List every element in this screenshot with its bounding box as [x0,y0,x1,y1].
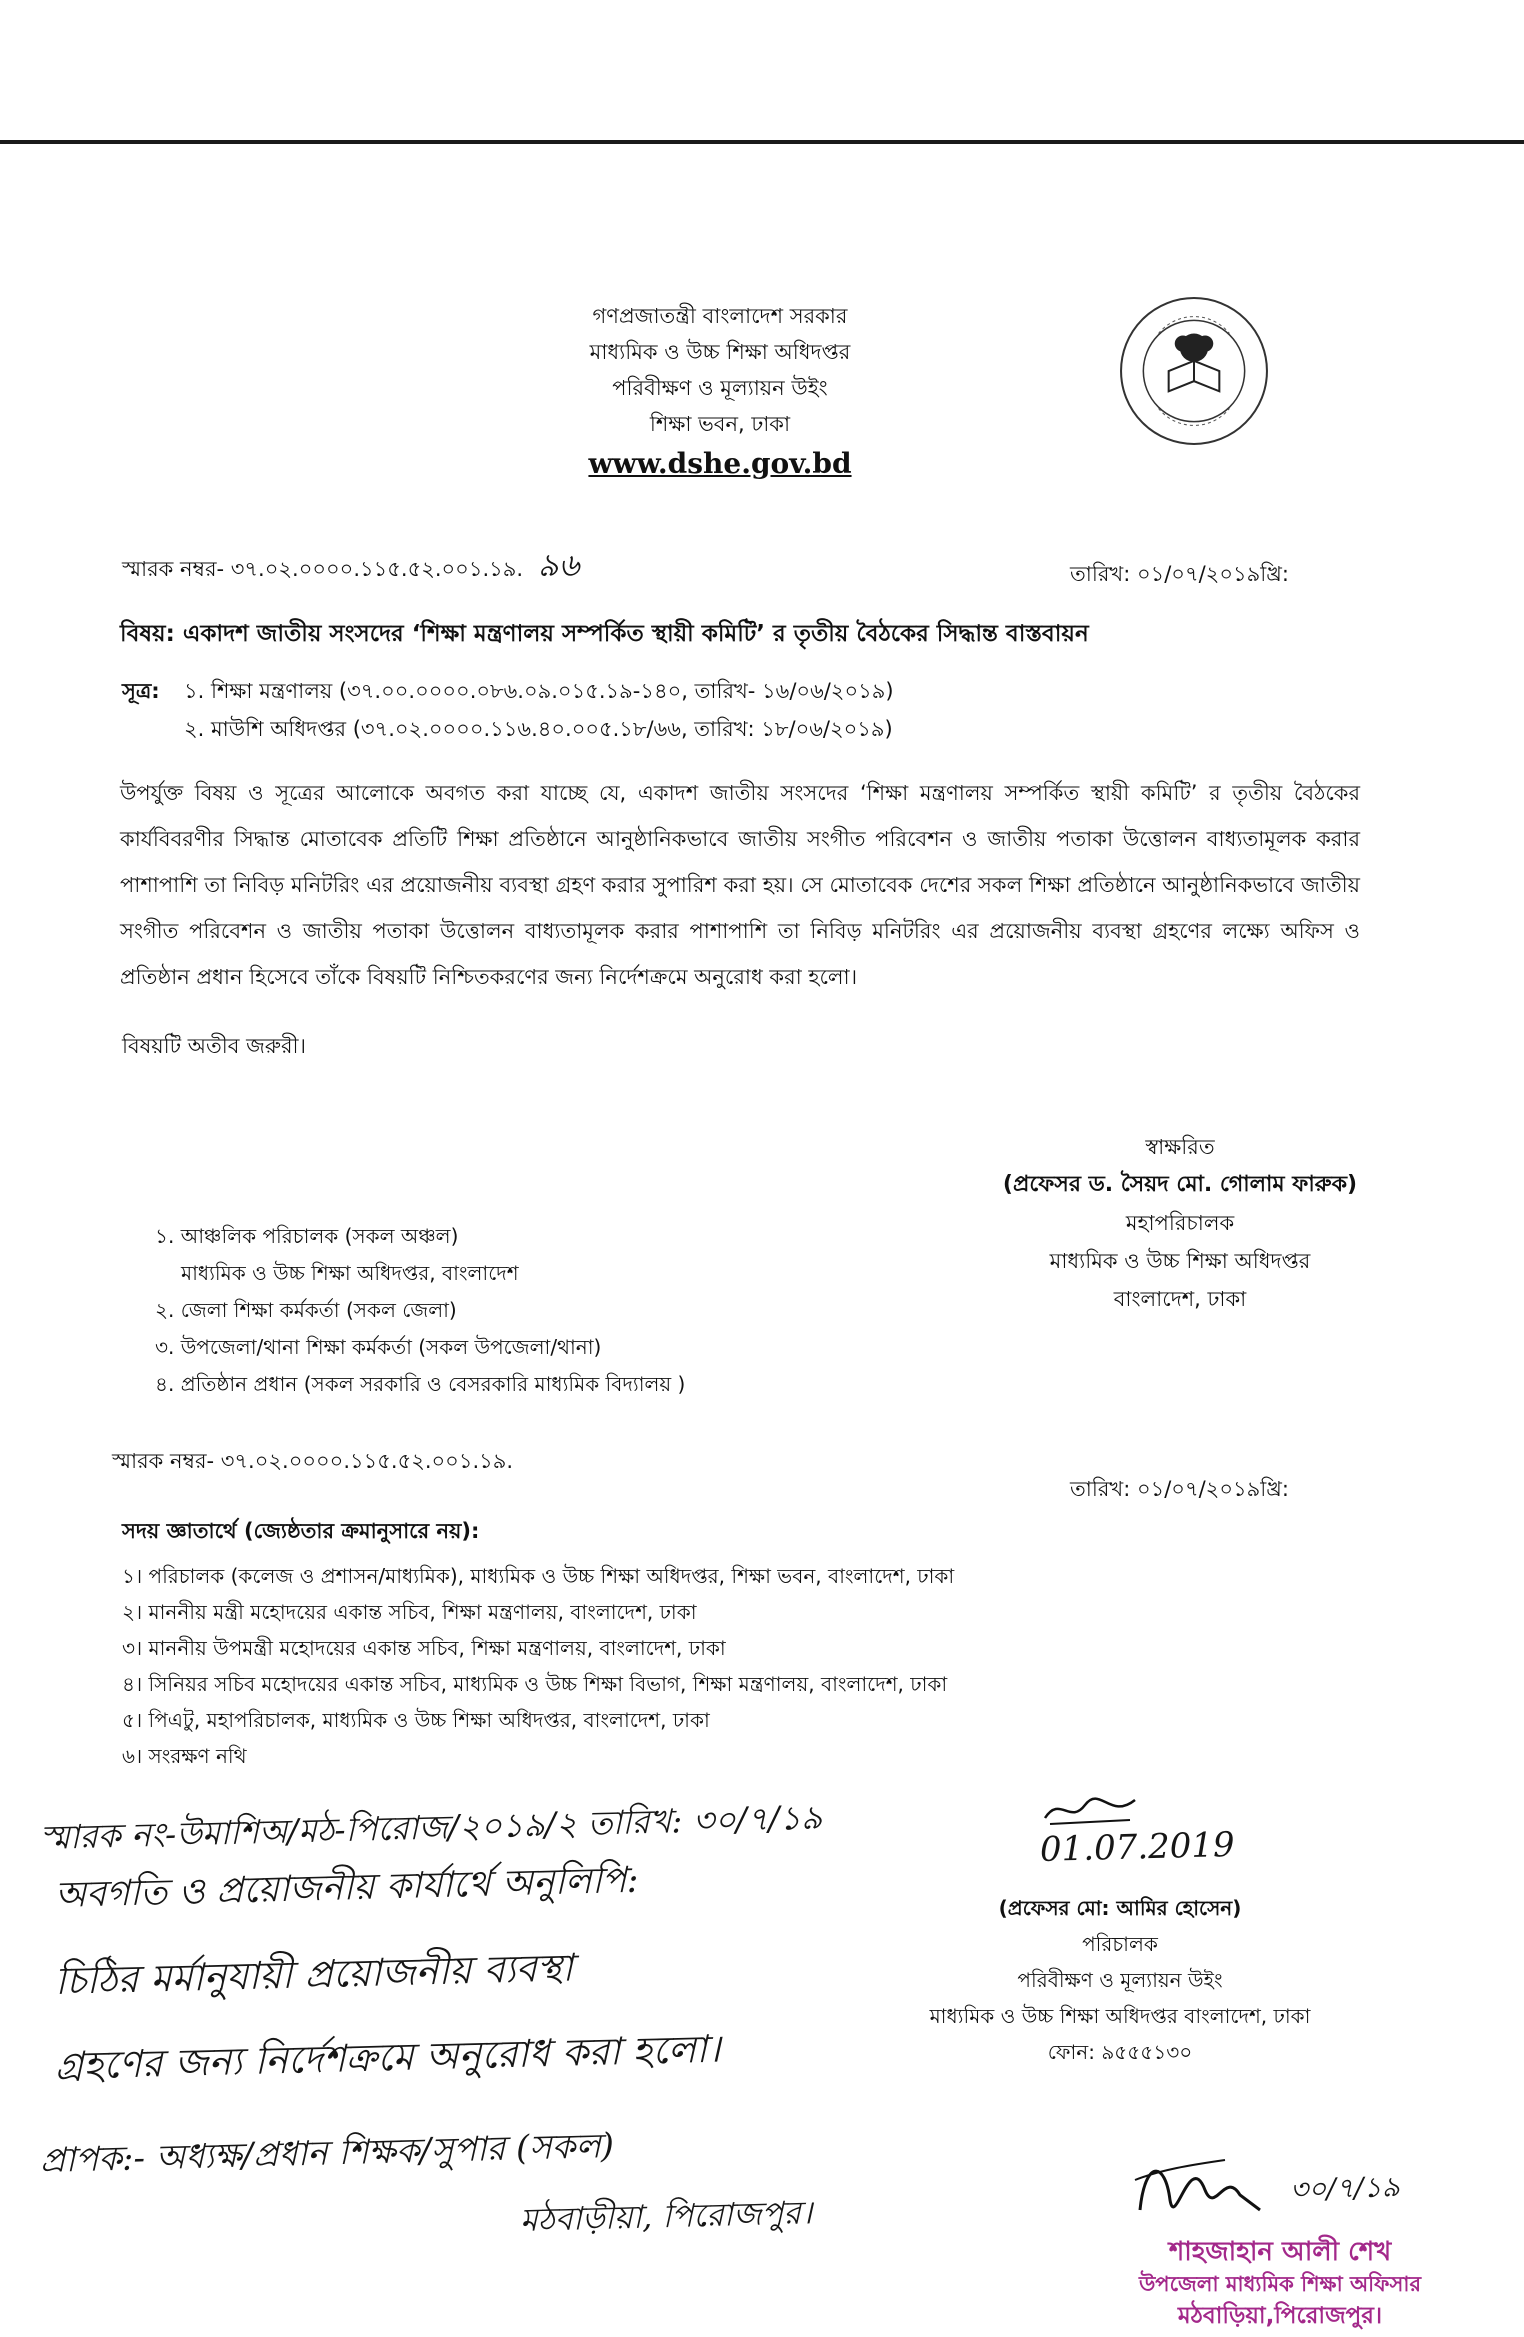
stamp-title: উপজেলা মাধ্যমিক শিক্ষা অফিসার [1138,2272,1422,2296]
memo2-date: তারিখ: ০১/০৭/২০১৯খ্রি: [1070,1477,1289,1501]
handwritten-instruction-line-2: গ্রহণের জন্য নির্দেশক্রমে অনুরোধ করা হলো। [54,2026,722,2088]
copies-heading: সদয় জ্ঞাতার্থে (জ্যেষ্ঠতার ক্রমানুসারে নয়): [122,1519,480,1543]
memo-date: তারিখ: ০১/০৭/২০১৯খ্রি: [1070,562,1289,586]
distribution-list [155,1218,685,1403]
list-item: ২. জেলা শিক্ষা কর্মকর্তা (সকল জেলা) [155,1298,457,1322]
top-border-line [0,140,1524,144]
handwritten-instruction-line-1: চিঠির মর্মানুযায়ী প্রয়োজনীয় ব্যবস্থা [54,1945,574,2003]
signatory2-name: (প্রফেসর মো: আমির হোসেন) [998,1896,1242,1920]
list-item: ৫। পিএটু, মহাপরিচালক, মাধ্যমিক ও উচ্চ শিক্ষা অধিদপ্তর, বাংলাদেশ, ঢাকা [122,1708,710,1732]
letterhead-line-3: পরিবীক্ষণ ও মূল্যায়ন উইং [612,376,828,400]
list-item: ১. আঞ্চলিক পরিচালক (সকল অঞ্চল) [155,1224,459,1248]
list-item: ৬। সংরক্ষণ নথি [122,1744,247,1768]
references-label: সূত্র: [122,679,160,703]
letter-body: উপর্যুক্ত বিষয় ও সূত্রের আলোকে অবগত করা যাচ্ছে যে, একাদশ জাতীয় সংসদের ‘শিক্ষা মন্ত্রণালয় সম্পর্কিত স্থায়ী কমিটি’ র তৃতীয় বৈঠকের কার্যবিবরণীর সিদ্ধান্ত মোতাবেক প্রতিটি শিক্ষা প্রতিষ্ঠানে আনুষ্ঠানিকভাবে জাতীয় সংগীত পরিবেশন ও জাতীয় পতাকা উত্তোলন বাধ্যতামূলক করার পাশাপাশি তা নিবিড় মনিটরিং এর প্রয়োজনীয় ব্যবস্থা গ্রহণ করার সুপারিশ করা হয়। সে মোতাবেক দেশের সকল শিক্ষা প্রতিষ্ঠানে আনুষ্ঠানিকভাবে জাতীয় সংগীত পরিবেশন ও জাতীয় পতাকা উত্তোলন বাধ্যতামূলক করার পাশাপাশি তা নিবিড় মনিটরিং এর প্রয়োজনীয় ব্যবস্থা গ্রহণের লক্ষ্যে অফিস ও প্রতিষ্ঠান প্রধান হিসেবে তাঁকে বিষয়টি নিশ্চিতকরণের জন্য নির্দেশক্রমে অনুরোধ করা হলো। [120,781,1360,989]
signatory2-office: মাধ্যমিক ও উচ্চ শিক্ষা অধিদপ্তর বাংলাদেশ, ঢাকা [929,2004,1311,2028]
handwritten-recipient-line: প্রাপক:- অধ্যক্ষ/প্রধান শিক্ষক/সুপার (সকল) [39,2125,615,2181]
signatory2-block [860,1800,1380,2070]
list-item: ২। মাননীয় মন্ত্রী মহোদয়ের একান্ত সচিব, শিক্ষা মন্ত্রণালয়, বাংলাদেশ, ঢাকা [122,1600,697,1624]
letterhead-line-4: শিক্ষা ভবন, ঢাকা [649,412,791,436]
officer-stamp [1080,2236,1480,2332]
reference-item-2: ২. মাউশি অধিদপ্তর (৩৭.০২.০০০০.১১৬.৪০.০০৫.১৮/৬৬, তারিখ: ১৮/০৬/২০১৯) [184,717,893,741]
website-link[interactable]: www.dshe.gov.bd [588,447,852,480]
signatory-block [950,1128,1410,1318]
list-item: মাধ্যমিক ও উচ্চ শিক্ষা অধিদপ্তর, বাংলাদেশ [181,1261,519,1285]
letterhead [450,298,990,482]
handwritten-memo-line: স্মারক নং-উমাশিঅ/মঠ-পিরোজ/২০১৯/২ তারিখ: ৩০/৭/১৯ [39,1797,823,1857]
signatory2-title: পরিচালক [1082,1932,1158,1956]
references [122,672,894,748]
subject-text: একাদশ জাতীয় সংসদের ‘শিক্ষা মন্ত্রণালয় সম্পর্কিত স্থায়ী কমিটি’ র তৃতীয় বৈঠকের সিদ্ধান্ত বাস্তবায়ন [182,621,1089,647]
handwritten-copy-line: অবগতি ও প্রয়োজনীয় কার্যার্থে অনুলিপি: [54,1859,640,1916]
handwritten-date: 01.07.2019 [1039,1824,1236,1870]
signatory-title: মহাপরিচালক [1125,1211,1235,1235]
copies-list [122,1558,954,1774]
signatory-office: মাধ্যমিক ও উচ্চ শিক্ষা অধিদপ্তর [1049,1249,1311,1273]
signed-label: স্বাক্ষরিত [1145,1135,1215,1159]
list-item: ৩। মাননীয় উপমন্ত্রী মহোদয়ের একান্ত সচিব, শিক্ষা মন্ত্রণালয়, বাংলাদেশ, ঢাকা [122,1636,726,1660]
list-item: ৩. উপজেলা/থানা শিক্ষা কর্মকর্তা (সকল উপজেলা/থানা) [155,1335,602,1359]
letterhead-line-2: মাধ্যমিক ও উচ্চ শিক্ষা অধিদপ্তর [589,340,851,364]
signatory-place: বাংলাদেশ, ঢাকা [1113,1287,1247,1311]
signatory2-wing: পরিবীক্ষণ ও মূল্যায়ন উইং [1017,1968,1223,1992]
handwritten-date-2: ৩০/৭/১৯ [1289,2170,1401,2206]
list-item: ১। পরিচালক (কলেজ ও প্রশাসন/মাধ্যমিক), মাধ্যমিক ও উচ্চ শিক্ষা অধিদপ্তর, শিক্ষা ভবন, বাংলাদেশ, ঢাকা [122,1564,955,1588]
letterhead-line-1: গণপ্রজাতন্ত্রী বাংলাদেশ সরকার [592,304,848,328]
urgent-note: বিষয়টি অতীব জরুরী। [122,1034,307,1058]
reference-item-1: ১. শিক্ষা মন্ত্রণালয় (৩৭.০০.০০০০.০৮৬.০৯.০১৫.১৯-১৪০, তারিখ- ১৬/০৬/২০১৯) [184,679,894,703]
list-item: ৪. প্রতিষ্ঠান প্রধান (সকল সরকারি ও বেসরকারি মাধ্যমিক বিদ্যালয় ) [155,1372,686,1396]
handwritten-serial: ৯৬ [537,546,580,584]
signatory2-phone: ফোন: ৯৫৫৫১৩০ [1047,2040,1193,2064]
signatory-name: (প্রফেসর ড. সৈয়দ মো. গোলাম ফারুক) [1002,1172,1358,1197]
stamp-name: শাহজাহান আলী শেখ [1168,2237,1392,2267]
memo-number: স্মারক নম্বর- ৩৭.০২.০০০০.১১৫.৫২.০০১.১৯. ৯৬ [122,546,580,584]
dshe-seal-icon [1118,295,1270,447]
subject-line [120,615,1440,654]
memo2-number: স্মারক নম্বর- ৩৭.০২.০০০০.১১৫.৫২.০০১.১৯. [112,1449,514,1473]
handwritten-place-line: মঠবাড়ীয়া, পিরোজপুর। [519,2193,813,2239]
stamp-place: মঠবাড়িয়া,পিরোজপুর। [1177,2303,1383,2329]
list-item: ৪। সিনিয়র সচিব মহোদয়ের একান্ত সচিব, মাধ্যমিক ও উচ্চ শিক্ষা বিভাগ, শিক্ষা মন্ত্রণালয়, বাংলাদেশ, ঢাকা [122,1672,948,1696]
subject-label: বিষয়: [120,621,175,647]
